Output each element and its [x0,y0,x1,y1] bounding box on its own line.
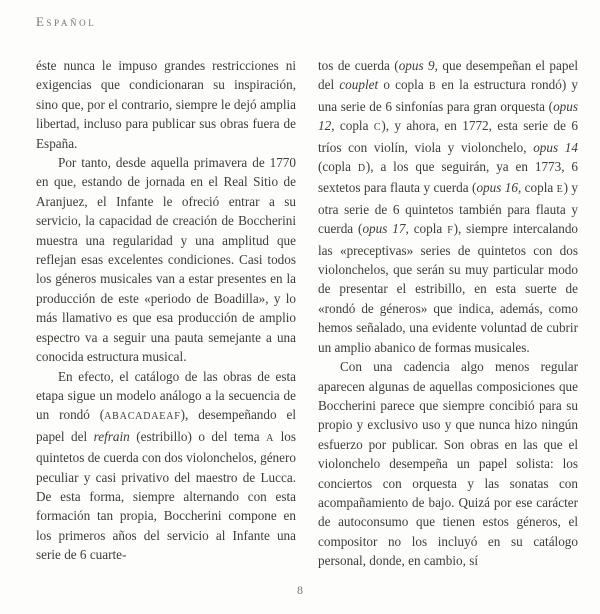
paragraph [318,357,578,570]
text-column-left [36,56,296,571]
small-caps-text-run: D [357,163,366,175]
italic-text-run: opus 16 [476,180,518,196]
text-run: , copla [331,118,374,134]
text-run: los quintetos de cuerda con dos violonchelos, género peculiar y casi privativo del maestro de Lucca. De esta forma, siempre alternando con esta formación tan propia, Boccherini compone en los primeros años del servicio al Infante una serie de 6 cuarte- [36,428,297,563]
text-run: ), y ahora, en 1772, esta serie de 6 tríos con violín, viola y violonchelo, [318,118,579,155]
small-caps-text-run: ABACADAEAF [104,411,181,423]
text-run: (copla [318,159,358,175]
small-caps-text-run: A [266,432,275,444]
text-run: ), a los que seguirán, ya en 1773, 6 sextetos para flauta y cuerda ( [318,159,578,196]
text-column-right [318,56,578,571]
text-run: , copla [405,221,448,237]
paragraph [36,56,296,153]
page-number: 8 [297,583,303,597]
italic-text-run: opus 9 [398,58,435,73]
italic-text-run: couplet [339,77,379,93]
small-caps-text-run: F [447,225,454,237]
text-run: Con una cadencia algo menos regular aparecen algunas de aquellas composiciones que Boccherini parece que siempre concibió para su propio y exclusivo uso y que nunca hizo ningún esfuerzo por publicar. Son obras en las que el violonchelo desempeña un papel solista: los conciertos con orquesta y las sonatas con acompañamiento de bajo. Quizá por ese carácter de autoconsumo que tienen estos géneros, el compositor no los incluyó en su catálogo personal, donde, en cambio, sí [318,359,578,569]
italic-text-run: refrain [93,428,130,444]
text-run: éste nunca le impuso grandes restricciones ni exigencias que condicionaran su inspiración, sino que, por el contrario, siempre le dejó amplia libertad, incluso para publicar sus obras fuera de España. [36,58,296,151]
text-run: o copla [378,77,429,93]
text-run: tos de cuerda ( [318,58,399,73]
small-caps-text-run: C [373,122,382,134]
running-header: Español [36,14,97,29]
text-run: (estribillo) o del tema [129,428,267,444]
text-run: , que desempeñan el papel del [318,58,578,93]
text-run: En efecto, el catálogo de las obras de esta etapa sigue un modelo análogo a la secuencia de un rondó ( [36,368,296,423]
italic-text-run: opus 14 [533,139,578,155]
small-caps-text-run: B [428,81,437,93]
paragraph [36,153,296,366]
paragraph [36,367,296,565]
text-run: ) y otra serie de 6 quintetos también para flauta y cuerda ( [318,180,578,237]
small-caps-text-run: E [556,184,564,196]
text-run: Por tanto, desde aquella primavera de 1770 en que, estando de jornada en el Real Sitio de Aranjuez, el Infante le ofreció entrar a su servicio, la capacidad de creación de Boccherini muestra una regularidad y una amplitud que reflejan esas excelentes condiciones. Casi todos los géneros musicales van a estar presentes en la producción de este «periodo de Boadilla», y lo más llamativo es que esa producción de amplio espectro va a seguir una pauta semejante a una conocida estructura musical. [36,155,296,365]
paragraph [318,56,578,357]
text-run: ), desempeñando el papel del [36,407,296,444]
italic-text-run: opus 12 [318,98,578,134]
text-run: ), siempre intercalando las «preceptivas» series de quintetos con dos violonchelos, que serán su muy particular modo de presentar el estribillo, en esta suerte de «rondó de géneros» que indica, además, como hemos señalado, una evidente voluntad de cubrir un amplio abanico de formas musicales. [318,221,579,355]
text-run: en la estructura rondó) y una serie de 6 sinfonías para gran orquesta ( [318,77,578,114]
text-columns [36,56,577,571]
italic-text-run: opus 17 [362,221,406,237]
text-run: , copla [517,180,557,196]
